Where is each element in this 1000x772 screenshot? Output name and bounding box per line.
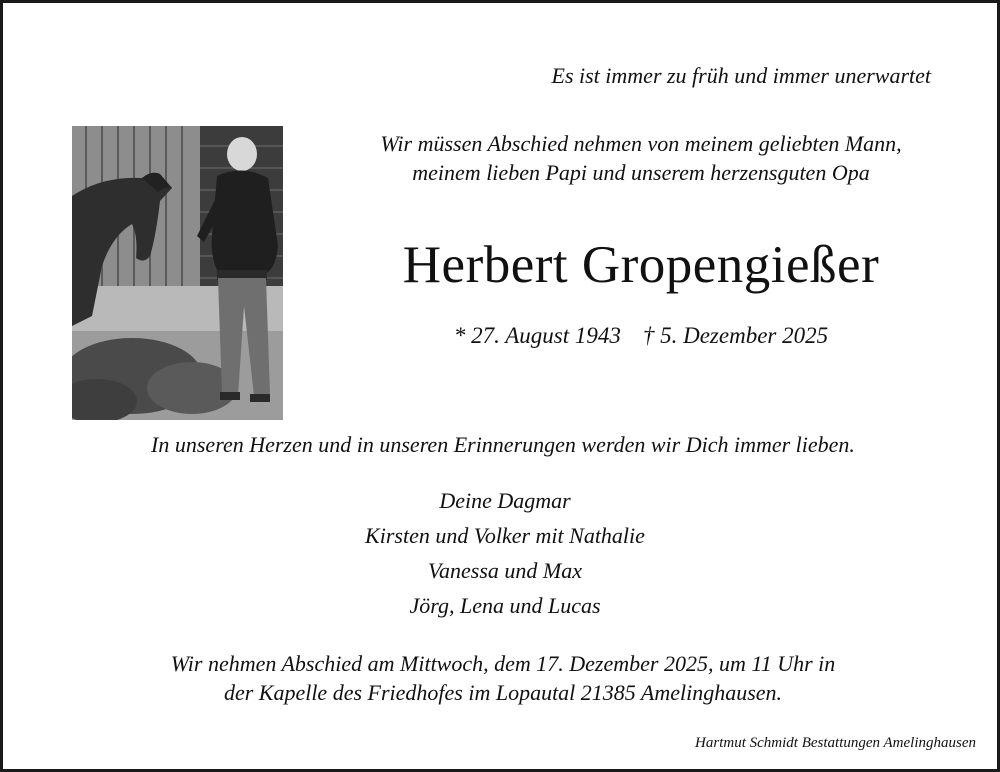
intro-line: Wir müssen Abschied nehmen von meinem geliebten Mann, [380, 131, 902, 156]
intro-line: meinem lieben Papi und unserem herzensguten Opa [412, 160, 870, 185]
mourner-line: Vanessa und Max [428, 558, 582, 583]
undertaker-credit: Hartmut Schmidt Bestattungen Amelinghausen [695, 735, 976, 751]
motto: Es ist immer zu früh und immer unerwartet [551, 63, 931, 88]
funeral-service-info [3, 649, 1000, 707]
service-line: der Kapelle des Friedhofes im Lopautal 21385 Amelinghausen. [223, 680, 783, 705]
portrait-photo [72, 126, 283, 420]
death-date: † 5. Dezember 2025 [642, 323, 829, 348]
mourners-list [3, 483, 1000, 623]
remembrance-line: In unseren Herzen und in unseren Erinnerungen werden wir Dich immer lieben. [151, 432, 855, 457]
intro-text [313, 129, 969, 187]
service-line: Wir nehmen Abschied am Mittwoch, dem 17. Dezember 2025, um 11 Uhr in [170, 651, 836, 676]
life-dates [313, 323, 969, 349]
mourner-line: Deine Dagmar [439, 488, 571, 513]
mourner-line: Jörg, Lena und Lucas [409, 593, 601, 618]
mourner-line: Kirsten und Volker mit Nathalie [365, 523, 645, 548]
deceased-name: Herbert Gropengießer [402, 236, 880, 294]
birth-date: * 27. August 1943 [453, 323, 621, 348]
